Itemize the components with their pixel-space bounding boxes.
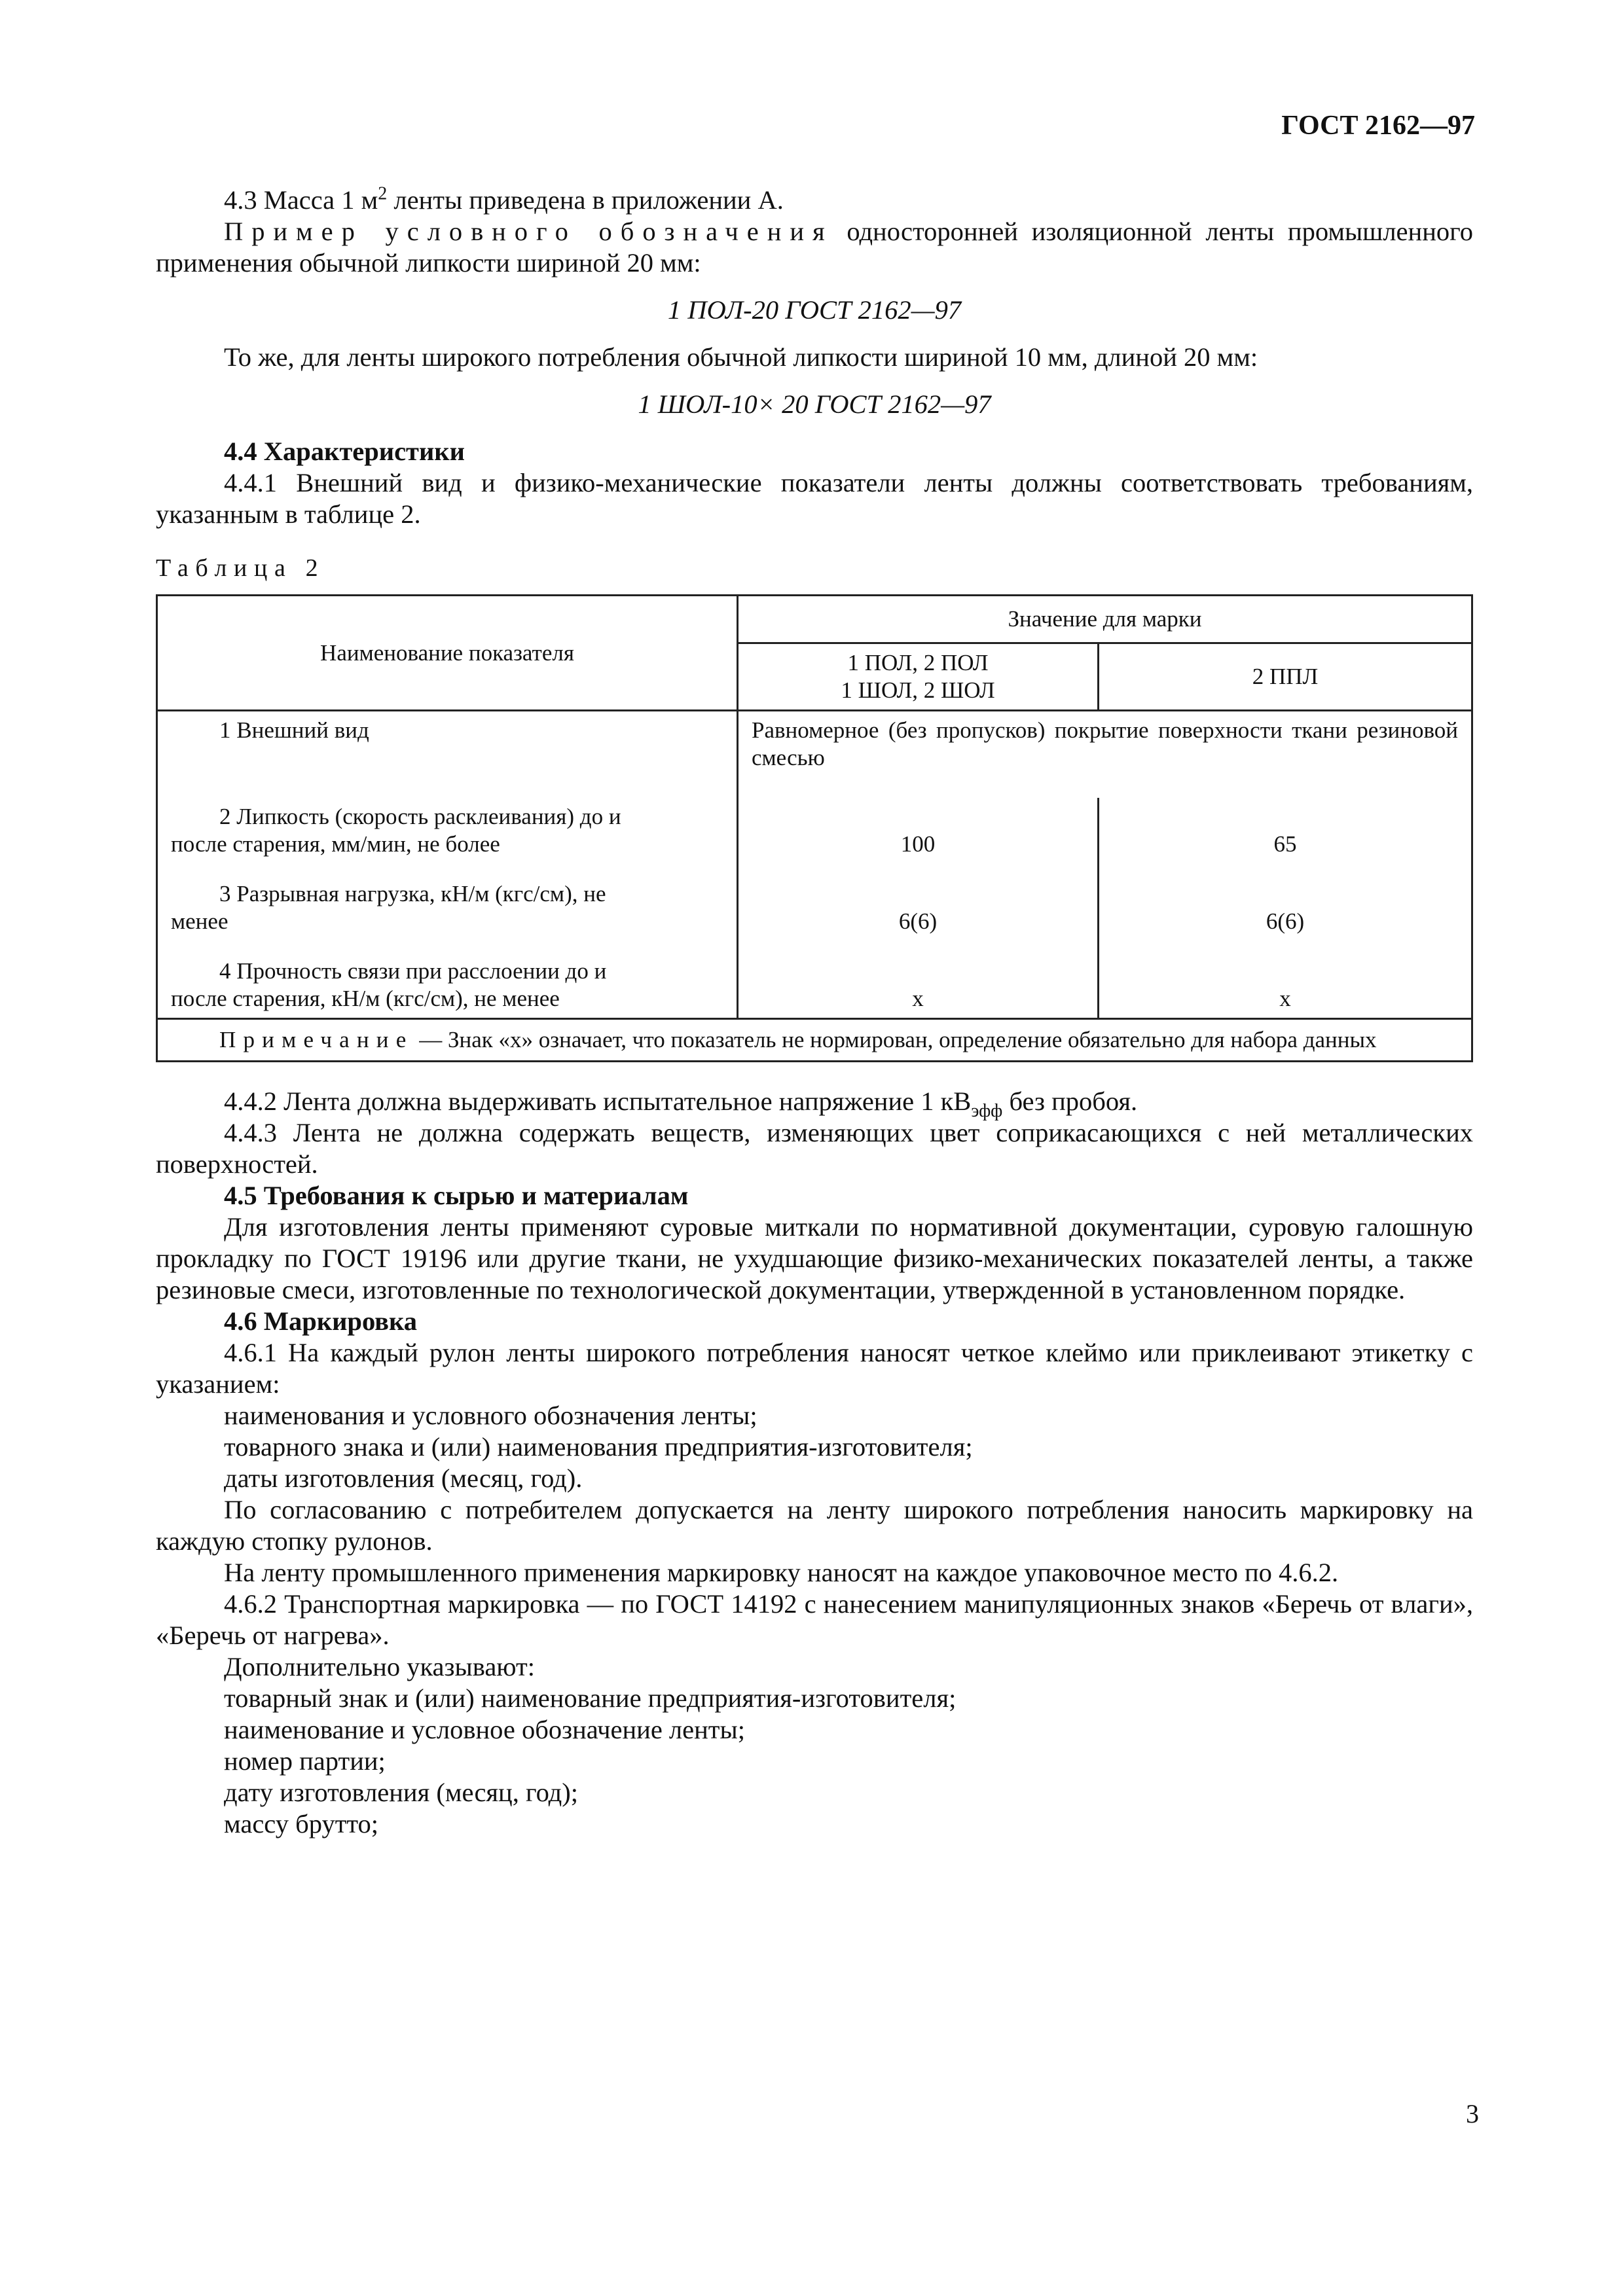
row-value-1: 6(6) (738, 875, 1099, 952)
header-line: 1 ШОЛ, 2 ШОЛ (841, 677, 995, 703)
spacer (156, 1062, 1473, 1086)
page-number: 3 (1466, 2099, 1479, 2128)
row-name (157, 798, 738, 875)
text-fragment: 4.4.2 Лента должна выдерживать испытательное напряжение 1 кВ (224, 1086, 972, 1116)
list-item: наименование и условное обозначение ленты; (224, 1715, 745, 1744)
paragraph-same: То же, для ленты широкого потребления обычной липкости шириной 10 мм, длиной 20 мм: (224, 342, 1258, 372)
document-code-header: ГОСТ 2162—97 (1281, 111, 1475, 141)
row-value-2: х (1099, 952, 1472, 1019)
paragraph-4-3 (156, 185, 1473, 216)
row-name-text: 1 Внешний вид (219, 717, 369, 743)
header-value-group: Значение для марки (738, 596, 1472, 643)
row-value-2: 6(6) (1099, 875, 1472, 952)
table-row (157, 711, 1472, 798)
list-item: номер партии; (224, 1746, 386, 1776)
row-name-text: после старения, кН/м (кгс/см), не менее (171, 986, 560, 1011)
superscript: 2 (378, 183, 388, 204)
row-name-text: менее (171, 908, 228, 934)
list-item: товарный знак и (или) наименование предприятия-изготовителя; (224, 1683, 957, 1713)
designation-example-2: 1 ШОЛ-10× 20 ГОСТ 2162—97 (638, 389, 991, 419)
header-line: 1 ПОЛ, 2 ПОЛ (847, 650, 989, 675)
paragraph-4-6-2: 4.6.2 Транспортная маркировка — по ГОСТ 14192 с нанесением манипуляционных знаков «Беречь от влаги», «Беречь от нагрева». (156, 1589, 1473, 1650)
row-value-1: х (738, 952, 1099, 1019)
list-item: даты изготовления (месяц, год). (224, 1463, 583, 1493)
table-row (157, 875, 1472, 952)
list-item: дату изготовления (месяц, год); (224, 1778, 579, 1807)
row-value-1: 100 (738, 798, 1099, 875)
header-parameter-name: Наименование показателя (157, 596, 738, 711)
text-fragment: ленты приведена в приложении А. (387, 185, 784, 215)
table-note (157, 1019, 1472, 1062)
paragraph-4-4-1: 4.4.1 Внешний вид и физико-механические показатели ленты должны соответствовать требованиям, указанным в таблице 2. (156, 468, 1473, 529)
table-row (157, 798, 1472, 875)
table-caption: Таблица 2 (156, 554, 325, 582)
paragraph-4-6-1: 4.6.1 На каждый рулон ленты широкого потребления наносят четкое клеймо или приклеивают этикетку с указанием: (156, 1338, 1473, 1399)
section-heading-4-5: 4.5 Требования к сырью и материалам (224, 1181, 689, 1210)
text-fragment: односторонней изоляционной ленты промышленного применения обычной липкости шириной 20 мм: (156, 217, 1473, 278)
row-name-text: 4 Прочность связи при расслоении до и (219, 958, 607, 984)
row-name (157, 711, 738, 798)
table-note-row (157, 1019, 1472, 1062)
row-name-text: 3 Разрывная нагрузка, кН/м (кгс/см), не (219, 881, 606, 906)
document-body (156, 185, 1473, 1840)
note-indent (171, 1027, 219, 1052)
header-col-pol-shol (738, 643, 1099, 711)
table-row (157, 952, 1472, 1019)
paragraph-industrial: На ленту промышленного применения маркировку наносят на каждое упаковочное место по 4.6.2. (224, 1558, 1339, 1587)
text-fragment: 4.3 Масса 1 м (224, 185, 378, 215)
row-name (157, 875, 738, 952)
paragraph-4-4-3: 4.4.3 Лента не должна содержать веществ, изменяющих цвет соприкасающихся с ней металлических поверхностей. (156, 1118, 1473, 1179)
list-item: товарного знака и (или) наименования предприятия-изготовителя; (224, 1432, 973, 1462)
text-fragment: без пробоя. (1002, 1086, 1138, 1116)
paragraph-4-4-2 (156, 1086, 1473, 1121)
spaced-label: Пример условного обозначения (224, 217, 833, 246)
note-label: Примечание (219, 1027, 414, 1052)
header-col-ppl: 2 ППЛ (1099, 643, 1472, 711)
paragraph-agreement: По согласованию с потребителем допускается на ленту широкого потребления наносить маркировку на каждую стопку рулонов. (156, 1495, 1473, 1556)
row-name-text: после старения, мм/мин, не более (171, 831, 500, 857)
section-heading-4-6: 4.6 Маркировка (224, 1306, 418, 1336)
note-text: — Знак «х» означает, что показатель не нормирован, определение обязательно для набора данных (413, 1027, 1377, 1052)
example-paragraph (156, 216, 1473, 279)
paragraph-4-5: Для изготовления ленты применяют суровые миткали по нормативной документации, суровую галошную прокладку по ГОСТ 19196 или другие ткани, не ухудшающие физико-механических показателей ленты, а также резиновые смеси, изготовленные по технологической документации, утвержденной в установленном порядке. (156, 1212, 1473, 1304)
row-value-2: 65 (1099, 798, 1472, 875)
paragraph-additional: Дополнительно указывают: (224, 1652, 535, 1681)
section-heading-4-4: 4.4 Характеристики (224, 437, 465, 466)
list-item: массу брутто; (224, 1809, 379, 1839)
subscript: эфф (971, 1101, 1003, 1121)
row-merged-value: Равномерное (без пропусков) покрытие поверхности ткани резиновой смесью (738, 711, 1472, 798)
row-name (157, 952, 738, 1019)
table-2 (156, 594, 1473, 1062)
row-name-text: 2 Липкость (скорость расклеивания) до и (219, 804, 621, 829)
list-item: наименования и условного обозначения ленты; (224, 1401, 757, 1430)
designation-example-1: 1 ПОЛ-20 ГОСТ 2162—97 (667, 295, 962, 325)
